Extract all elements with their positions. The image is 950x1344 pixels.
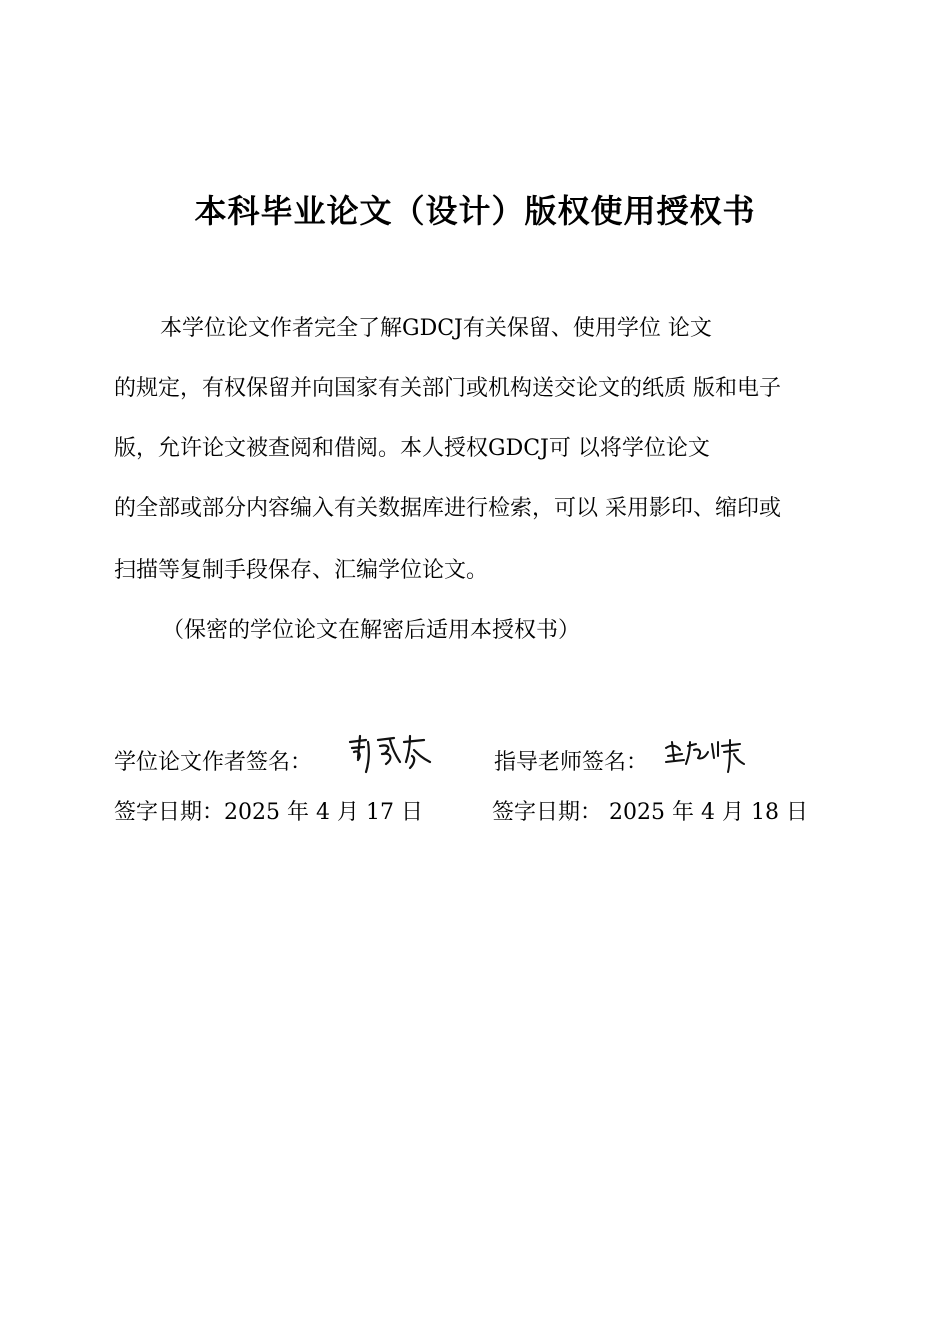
body-line-4: 的全部或部分内容编入有关数据库进行检索，可以 采用影印、缩印或 [114, 496, 781, 521]
advisor-sign-date: 签字日期： 2025 年 4 月 18 日 [492, 800, 808, 825]
body-line-3: 版，允许论文被查阅和借阅。本人授权GDCJ可 以将学位论文 [114, 436, 710, 461]
advisor-signature-label: 指导老师签名： [494, 750, 649, 775]
body-line-1: 本学位论文作者完全了解GDCJ有关保留、使用学位 论文 [160, 316, 712, 341]
author-signature-label: 学位论文作者签名： [114, 750, 313, 775]
author-handwritten-signature [344, 728, 436, 776]
body-line-5: 扫描等复制手段保存、汇编学位论文。 [114, 558, 489, 583]
confidential-note: （保密的学位论文在解密后适用本授权书） [162, 618, 581, 643]
advisor-handwritten-signature [662, 734, 748, 774]
document-title: 本科毕业论文（设计）版权使用授权书 [194, 192, 756, 230]
author-sign-date: 签字日期：2025 年 4 月 17 日 [114, 800, 423, 825]
body-line-2: 的规定，有权保留并向国家有关部门或机构送交论文的纸质 版和电子 [114, 376, 781, 401]
